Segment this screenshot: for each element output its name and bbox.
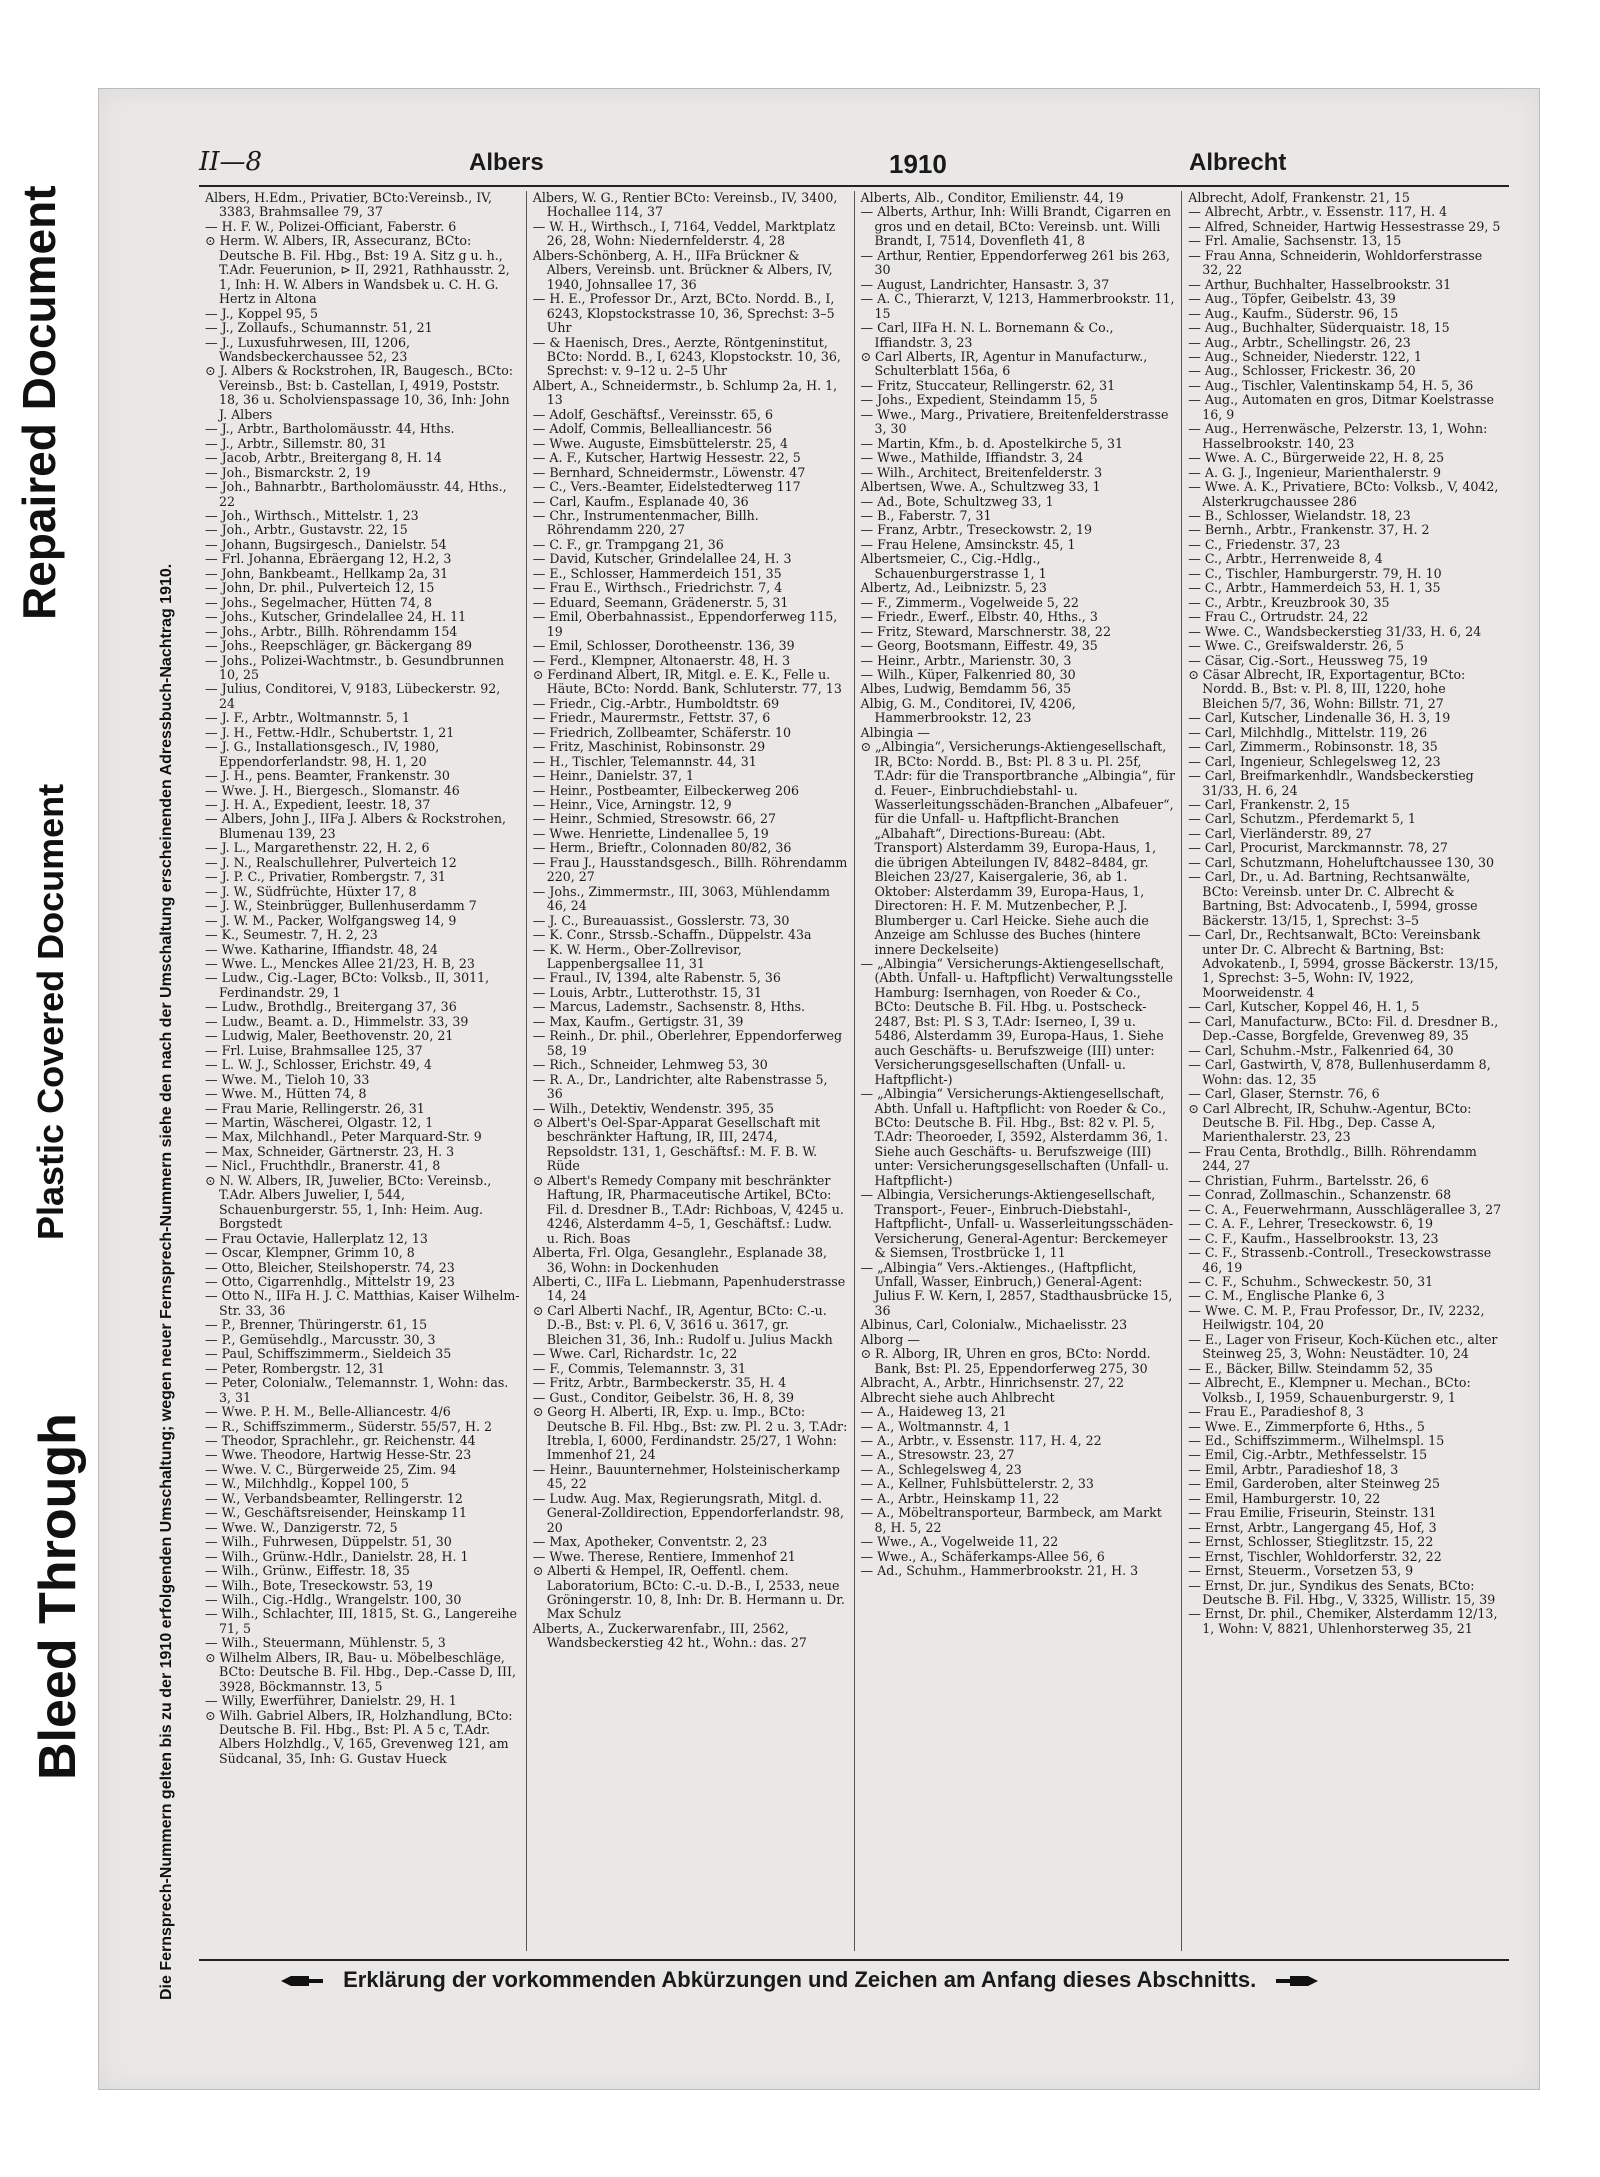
directory-entry: — Fritz, Stuccateur, Rellingerstr. 62, 31: [860, 377, 1116, 393]
directory-entry: — Emil, Arbtr., Paradieshof 18, 3: [1188, 1461, 1399, 1477]
directory-entry: — Reinh., Dr. phil., Oberlehrer, Eppendorferweg 58, 19: [532, 1028, 843, 1058]
directory-entry: — F., Zimmerm., Vogelweide 5, 22: [860, 594, 1079, 610]
directory-entry: — Albingia, Versicherungs-Aktiengesellschaft, Transport-, Feuer-, Einbruch-Diebstahl-, Haftpflicht-, Unfall- u. Wasserleitungsschäden-Versicherung, General-Agentur: Berckemeyer & Siemsen, Trostbrücke 1, 11: [860, 1187, 1174, 1261]
directory-entry: — K. Conr., Strssb.-Schaffn., Düppelstr. 43a: [532, 927, 812, 943]
directory-entry: — K., Seumestr. 7, H. 2, 23: [205, 927, 378, 943]
header-right-word: Albrecht: [1189, 149, 1287, 176]
directory-entry: — Friedr., Ewerf., Elbstr. 40, Hths., 3: [860, 609, 1098, 625]
directory-entry: — Frau Emilie, Friseurin, Steinstr. 131: [1188, 1505, 1437, 1521]
directory-entry: — P., Gemüsehdlg., Marcusstr. 30, 3: [205, 1331, 436, 1347]
directory-entry: — J., Arbtr., Bartholomäusstr. 44, Hths.: [205, 421, 455, 437]
directory-entry: — Max, Apotheker, Conventstr. 2, 23: [532, 1534, 768, 1550]
directory-entry: — J., Luxusfuhrwesen, III, 1206, Wandsbeckerchaussee 52, 23: [205, 334, 410, 364]
directory-entry: Albrecht, Adolf, Frankenstr. 21, 15: [1188, 191, 1410, 205]
directory-entry: — „Albingia“ Versicherungs-Aktiengesellschaft, (Abth. Unfall- u. Haftpflicht) Verwaltungsstelle Hamburg: Isernhagen, von Roeder & Co., BCto: Deutsche B. Fil. Hbg. u. Postscheck-2487, Bst: Pl. S 3, T.Adr: Iserneo, I, 39 u. 5486, Alsterdamm 39, Europa-Haus, 1. Siehe auch Geschäfts- u. Berufszweige (III) unter: Versicherungsgesellschaften (Unfall- u. Haftpflicht-): [860, 956, 1173, 1087]
directory-entry: — A., Schlegelsweg 4, 23: [860, 1461, 1022, 1477]
directory-entry: — C., Arbtr., Kreuzbrook 30, 35: [1188, 594, 1390, 610]
directory-entry: — A., Stresowstr. 23, 27: [860, 1447, 1015, 1463]
directory-entry: — J. W., Steinbrügger, Bullenhuserdamm 7: [205, 898, 477, 914]
directory-entry: — Carl, Dr., u. Ad. Bartning, Rechtsanwälte, BCto: Vereinsb. unter Dr. C. Albrecht & Bartning, Bst: Advocatenb., I, 5994, grosse Bäckerstr. 13/15, 1, Sprechst: 3–5: [1188, 869, 1478, 928]
header-year: 1910: [889, 149, 947, 179]
directory-entry: — J. H., pens. Beamter, Frankenstr. 30: [205, 768, 450, 784]
directory-entry: — Ernst, Dr. jur., Syndikus des Senats, BCto: Deutsche B. Fil. Hbg., V, 3325, Willistr. 15, 39: [1188, 1577, 1496, 1607]
directory-entry: Albertz, Ad., Leibnizstr. 5, 23: [860, 580, 1047, 596]
directory-entry: — K. W. Herm., Ober-Zollrevisor, Lappenbergsallee 11, 31: [532, 941, 742, 972]
directory-entry: — Frau Marie, Rellingerstr. 26, 31: [205, 1100, 425, 1116]
page-header: [199, 147, 1509, 179]
directory-entry: — Aug., Arbtr., Schellingstr. 26, 23: [1188, 334, 1411, 350]
directory-entry: — Ernst, Tischler, Wohldorferstr. 32, 22: [1188, 1548, 1442, 1564]
directory-entry: — Nicl., Fruchthdlr., Branerstr. 41, 8: [205, 1158, 441, 1174]
directory-entry: ⊙ J. Albers & Rockstrohen, IR, Baugesch., BCto: Vereinsb., Bst: b. Castellan, I, 4919, Poststr. 18, 36 u. Scholvienspassage 10, 36, Inh: John J. Albers: [205, 363, 514, 422]
directory-entry: ⊙ N. W. Albers, IR, Juwelier, BCto: Vereinsb., T.Adr. Albers Juwelier, I, 544, Schauenburgerstr. 55, 1, Inh: Heim. Aug. Borgstedt: [205, 1172, 492, 1232]
directory-entry: — Oscar, Klempner, Grimm 10, 8: [205, 1245, 415, 1261]
directory-entry: — Max, Schneider, Gärtnerstr. 23, H. 3: [205, 1143, 455, 1159]
directory-entry: — J. L., Margarethenstr. 22, H. 2, 6: [205, 840, 430, 856]
directory-entry: — H. E., Professor Dr., Arzt, BCto. Nordd. B., I, 6243, Klopstockstrasse 10, 36, Sprechst: 3–5 Uhr: [532, 291, 835, 336]
directory-entry: — J., Arbtr., Sillemstr. 80, 31: [205, 435, 387, 451]
directory-entry: — Wwe., Marg., Privatiere, Breitenfelderstrasse 3, 30: [860, 406, 1169, 437]
directory-entry: — Adolf, Geschäftsf., Vereinsstr. 65, 6: [532, 406, 774, 422]
label-bleed-through: Bleed Through: [29, 1413, 87, 1780]
directory-entry: — H. F. W., Polizei-Officiant, Faberstr. 6: [205, 218, 457, 234]
directory-entry: — R. A., Dr., Landrichter, alte Rabenstrasse 5, 36: [532, 1071, 828, 1102]
directory-entry: — Joh., Bahnarbtr., Bartholomäusstr. 44, Hths., 22: [205, 479, 507, 509]
directory-entry: Albig, G. M., Conditorei, IV, 4206, Hammerbrookstr. 12, 23: [860, 695, 1076, 726]
directory-entry: — Carl, Kutscher, Koppel 46, H. 1, 5: [1188, 999, 1420, 1015]
directory-entry: — Heinr., Arbtr., Marienstr. 30, 3: [860, 652, 1072, 668]
directory-entry: — Carl, Kaufm., Esplanade 40, 36: [532, 493, 749, 509]
directory-entry: Albert, A., Schneidermstr., b. Schlump 2a, H. 1, 13: [532, 377, 838, 408]
directory-entry: — Johs., Reepschläger, gr. Bäckergang 89: [205, 638, 472, 654]
directory-entry: — Wilh., Cig.-Hdlg., Wrangelstr. 100, 30: [205, 1591, 462, 1607]
directory-entry: — Carl, Ingenieur, Schlegelsweg 12, 23: [1188, 753, 1441, 769]
directory-entry: — Wwe. Theodore, Hartwig Hesse-Str. 23: [205, 1447, 472, 1463]
directory-entry: — Marcus, Lademstr., Sachsenstr. 8, Hths.: [532, 999, 806, 1015]
directory-entry: — Gust., Conditor, Geibelstr. 36, H. 8, 39: [532, 1389, 795, 1405]
directory-entry: — John, Dr. phil., Pulverteich 12, 15: [205, 580, 435, 596]
directory-entry: — Carl, Vierländerstr. 89, 27: [1188, 825, 1372, 841]
directory-entry: — Frl. Johanna, Ebräergang 12, H.2, 3: [205, 551, 452, 567]
directory-entry: — A., Kellner, Fuhlsbüttelerstr. 2, 33: [860, 1476, 1094, 1492]
directory-entry: ⊙ „Albingia“, Versicherungs-Aktiengesellschaft, IR, BCto: Nordd. B., Bst: Pl. 8 3 u. Pl. 25f, T.Adr: für die Transportbranche „Albingia“, für d. Feuer-, Einbruchdiebstahl- u. Wasserleitungsschäden-Branchen „Albafeuer“, für die Unfall- u. Haftpflicht-Branchen „Albahaft“, Directions-Bureau: (Abt. Transport) Alsterdamm 39, Europa-Haus, 1, die übrigen Abteilungen IV, 8482–8484, gr. Bleichen 23/27, Kaisergalerie, 36, ab 1. Oktober: Alsterdamm 39, Europa-Haus, 1, Directoren: H. F. M. Mutzenbecher, P. J. Blumberger u. Carl Heicke. Siehe auch die Anzeige am Schlusse des Buches (hintere innere Deckelseite): [860, 739, 1176, 957]
directory-entry: Alberts, Alb., Conditor, Emilienstr. 44, 19: [860, 191, 1124, 205]
directory-entry: — Ludwig, Maler, Beethovenstr. 20, 21: [205, 1028, 454, 1044]
directory-entry: — C. F., Schuhm., Schweckestr. 50, 31: [1188, 1273, 1434, 1289]
directory-entry: — C., Tischler, Hamburgerstr. 79, H. 10: [1188, 565, 1442, 581]
directory-entry: — C. A. F., Lehrer, Treseckowstr. 6, 19: [1188, 1216, 1434, 1232]
directory-entry: — Wwe. Auguste, Eimsbüttelerstr. 25, 4: [532, 435, 788, 451]
directory-entry: — Aug., Buchhalter, Süderquaistr. 18, 15: [1188, 320, 1450, 336]
directory-entry: ⊙ Albert's Remedy Company mit beschränkter Haftung, IR, Pharmaceutische Artikel, BCto: Fil. d. Dresdner B., T.Adr: Richboas, V, 4245 u. 4246, Alsterdamm 4–5, 1, Geschäftsf.: Ludw. u. Rich. Boas: [532, 1172, 844, 1246]
directory-entry: — & Haenisch, Dres., Aerzte, Röntgeninstitut, BCto: Nordd. B., I, 6243, Klopstockstr. 10, 36, Sprechst: v. 9–12 u. 2–5 Uhr: [532, 334, 841, 379]
directory-entry: Albers-Schönberg, A. H., IIFa Brückner & Albers, Vereinsb. unt. Brückner & Albers, IV, 1940, Johnsallee 17, 36: [532, 247, 833, 292]
directory-entry: — Bernh., Arbtr., Frankenstr. 37, H. 2: [1188, 522, 1430, 538]
directory-entry: — Otto N., IIFa H. J. C. Matthias, Kaiser Wilhelm-Str. 33, 36: [205, 1288, 520, 1318]
directory-entry: — L. W. J., Schlosser, Erichstr. 49, 4: [205, 1057, 432, 1073]
directory-entry: — E., Bäcker, Billw. Steindamm 52, 35: [1188, 1360, 1434, 1376]
directory-entry: — Emil, Schlosser, Dorotheenstr. 136, 39: [532, 638, 795, 654]
directory-entry: — Arthur, Rentier, Eppendorferweg 261 bis 263, 30: [860, 247, 1170, 278]
directory-entry: Alberta, Frl. Olga, Gesanglehr., Esplanade 38, 36, Wohn: in Dockenhuden: [532, 1245, 828, 1275]
directory-entry: — Carl, Gastwirth, V, 878, Bullenhuserdamm 8, Wohn: das. 12, 35: [1188, 1057, 1491, 1087]
directory-entry: ⊙ Wilhelm Albers, IR, Bau- u. Möbelbeschläge, BCto: Deutsche B. Fil. Hbg., Dep.-Casse D, III, 3928, Böckmannstr. 13, 5: [205, 1649, 516, 1694]
directory-entry: — Frl. Luise, Brahmsallee 125, 37: [205, 1042, 423, 1058]
directory-entry: — Ed., Schiffszimmerm., Wilhelmspl. 15: [1188, 1432, 1445, 1448]
directory-entry: — Wwe. C., Wandsbeckerstieg 31/33, H. 6, 24: [1188, 623, 1482, 639]
directory-entry: — Friedr., Cig.-Arbtr., Humboldtstr. 69: [532, 695, 780, 711]
directory-entry: — Carl, Glaser, Sternstr. 76, 6: [1188, 1086, 1380, 1102]
directory-entry: — A. C., Thierarzt, V, 1213, Hammerbrookstr. 11, 15: [860, 291, 1175, 321]
footer-note: [279, 1967, 1320, 1993]
directory-entry: — Arthur, Buchhalter, Hasselbrookstr. 31: [1188, 276, 1452, 292]
directory-entry: — Fritz, Arbtr., Barmbeckerstr. 35, H. 4: [532, 1375, 787, 1391]
directory-entry: ⊙ Albert's Oel-Spar-Apparat Gesellschaft mit beschränkter Haftung, IR, III, 2474, Repsoldstr. 131, 1, Geschäftsf.: M. F. B. W. Rüde: [532, 1115, 821, 1174]
directory-entry: — Wwe., A., Vogelweide 11, 22: [860, 1534, 1059, 1550]
directory-entry: — H., Tischler, Telemannstr. 44, 31: [532, 753, 757, 769]
directory-entry: — Frau Octavie, Hallerplatz 12, 13: [205, 1230, 428, 1246]
directory-entry: — Frau C., Ortrudstr. 24, 22: [1188, 609, 1369, 625]
directory-entry: — Frau J., Hausstandsgesch., Billh. Röhrendamm 220, 27: [532, 854, 848, 885]
directory-entry: — Albers, John J., IIFa J. Albers & Rockstrohen, Blumenau 139, 23: [205, 811, 506, 841]
directory-entry: — C. A., Feuerwehrmann, Ausschlägerallee 3, 27: [1188, 1201, 1502, 1217]
directory-entry: — Wilh., Detektiv, Wendenstr. 395, 35: [532, 1100, 774, 1116]
directory-entry: — J., Koppel 95, 5: [205, 305, 318, 321]
directory-entry: — C., Friedenstr. 37, 23: [1188, 536, 1341, 552]
directory-entry: — Johs., Polizei-Wachtmstr., b. Gesundbrunnen 10, 25: [205, 652, 505, 682]
directory-entry: — Peter, Rombergstr. 12, 31: [205, 1360, 385, 1376]
directory-entry: — Heinr., Bauunternehmer, Holsteinischerkamp 45, 22: [532, 1461, 840, 1492]
directory-entry: Albracht, A., Arbtr., Hinrichsenstr. 27, 22: [860, 1375, 1125, 1391]
directory-entry: — Aug., Tischler, Valentinskamp 54, H. 5, 36: [1188, 377, 1474, 393]
directory-entry: Albertsmeier, C., Cig.-Hdlg., Schauenburgerstrasse 1, 1: [860, 551, 1047, 581]
directory-entry: ⊙ Wilh. Gabriel Albers, IR, Holzhandlung, BCto: Deutsche B. Fil. Hbg., Bst: Pl. A 5 c, T.Adr. Albers Holzhdlg., V, 165, Grevenweg 121, am Südcanal, 35, Inh: G. Gustav Hueck: [205, 1707, 513, 1766]
directory-entry: — Friedr., Maurermstr., Fettstr. 37, 6: [532, 710, 771, 726]
directory-entry: — E., Lager von Friseur, Koch-Küchen etc., alter Steinweg 25, 3, Wohn: Neustädter. 10, 24: [1188, 1331, 1498, 1362]
directory-entry: — A., Woltmannstr. 4, 1: [860, 1418, 1011, 1434]
page-number: II—8: [199, 147, 263, 177]
directory-entry: — A., Arbtr., Heinskamp 11, 22: [860, 1490, 1060, 1506]
directory-entry: — Aug., Schlosser, Frickestr. 36, 20: [1188, 363, 1416, 379]
directory-entry: — Peter, Colonialw., Telemannstr. 1, Wohn: das. 3, 31: [205, 1375, 509, 1405]
directory-entry: — J. P. C., Privatier, Rombergstr. 7, 31: [205, 869, 446, 885]
directory-entry: Alberts, A., Zuckerwarenfabr., III, 2562, Wandsbeckerstieg 42 ht., Wohn.: das. 27: [532, 1620, 807, 1651]
directory-entry: — Carl, Breifmarkenhdlr., Wandsbeckerstieg 31/33, H. 6, 24: [1188, 768, 1474, 798]
directory-entry: — J. C., Bureauassist., Gosslerstr. 73, 30: [532, 912, 790, 928]
directory-entry: Albrecht siehe auch Ahlbrecht: [860, 1389, 1055, 1405]
directory-entry: — Wwe. Carl, Richardstr. 1c, 22: [532, 1346, 738, 1362]
directory-entry: — Albrecht, Arbtr., v. Essenstr. 117, H. 4: [1188, 204, 1448, 220]
directory-entry: — W. H., Wirthsch., I, 7164, Veddel, Marktplatz 26, 28, Wohn: Niedernfelderstr. 4, 28: [532, 218, 836, 249]
directory-entry: — Louis, Arbtr., Lutterothstr. 15, 31: [532, 984, 762, 1000]
directory-entry: — C. F., gr. Trampgang 21, 36: [532, 536, 724, 552]
directory-entry: — Carl, Schutzm., Pferdemarkt 5, 1: [1188, 811, 1416, 827]
directory-entry: — Bernhard, Schneidermstr., Löwenstr. 47: [532, 464, 806, 480]
directory-entry: — Wwe. Katharine, Iffiandstr. 48, 24: [205, 941, 438, 957]
directory-entry: Alborg —: [860, 1331, 920, 1347]
column-4: [1181, 191, 1509, 1951]
directory-entry: — Wwe. W., Danzigerstr. 72, 5: [205, 1519, 398, 1535]
directory-entry: — Ferd., Klempner, Altonaerstr. 48, H. 3: [532, 652, 791, 668]
directory-columns: [199, 191, 1509, 1951]
directory-entry: — Alberts, Arthur, Inh: Willi Brandt, Cigarren en gros und en detail, BCto: Vereinsb. unt. Willi Brandt, I, 7514, Dovenfleth 41, 8: [860, 204, 1172, 249]
directory-entry: — Max, Milchhandl., Peter Marquard-Str. 9: [205, 1129, 482, 1145]
directory-entry: — J., Zollaufs., Schumannstr. 51, 21: [205, 320, 433, 336]
directory-entry: — A., Arbtr., v. Essenstr. 117, H. 4, 22: [860, 1432, 1102, 1448]
directory-entry: — Frau E., Wirthsch., Friedrichstr. 7, 4: [532, 580, 783, 596]
directory-entry: — Carl, Kutscher, Lindenalle 36, H. 3, 19: [1188, 710, 1451, 726]
column-2: [526, 191, 854, 1951]
directory-entry: ⊙ R. Alborg, IR, Uhren en gros, BCto: Nordd. Bank, Bst: Pl. 25, Eppendorferweg 275, 30: [860, 1346, 1151, 1376]
directory-entry: — Carl, Zimmerm., Robinsonstr. 18, 35: [1188, 739, 1438, 755]
label-repaired-document: Repaired Document: [13, 185, 65, 620]
directory-entry: — Carl, Schutzmann, Hoheluftchaussee 130, 30: [1188, 854, 1494, 870]
directory-entry: — Friedrich, Zollbeamter, Schäferstr. 10: [532, 724, 792, 740]
directory-entry: — Frau Helene, Amsinckstr. 45, 1: [860, 536, 1076, 552]
header-rule: [199, 185, 1509, 187]
footer-text: Erklärung der vorkommenden Abkürzungen und Zeichen am Anfang dieses Abschnitts.: [343, 1967, 1257, 1992]
directory-entry: — C. F., Strassenb.-Controll., Treseckowstrasse 46, 19: [1188, 1245, 1492, 1275]
directory-entry: Albinus, Carl, Colonialw., Michaelisstr. 23: [860, 1317, 1128, 1333]
directory-entry: — Ernst, Schlosser, Stieglitzstr. 15, 22: [1188, 1534, 1434, 1550]
directory-entry: — Ludw., Brothdlg., Breitergang 37, 36: [205, 999, 457, 1015]
directory-entry: — Heinr., Vice, Arningstr. 12, 9: [532, 797, 732, 813]
directory-entry: — Johs., Zimmermstr., III, 3063, Mühlendamm 46, 24: [532, 883, 830, 914]
directory-page: [98, 88, 1540, 2090]
directory-entry: — „Albingia“ Versicherungs-Aktiengesellschaft, Abth. Unfall u. Haftpflicht: von Roeder & Co., BCto: Deutsche B. Fil. Hbg., Bst: 82 v. Pl. 5, T.Adr: Theoroeder, I, 3592, Alsterdamm 36, 1. Siehe auch Geschäfts- u. Berufszweige (III) unter: Versicherungsgesellschaften (Unfall- u. Haftpflicht-): [860, 1086, 1169, 1188]
directory-entry: — Frau Anna, Schneiderin, Wohldorferstrasse 32, 22: [1188, 247, 1483, 278]
directory-entry: — J. W., Südfrüchte, Hüxter 17, 8: [205, 883, 417, 899]
directory-entry: — Fritz, Steward, Marschnerstr. 38, 22: [860, 623, 1111, 639]
directory-entry: — Ernst, Dr. phil., Chemiker, Alsterdamm 12/13, 1, Wohn: V, 8821, Uhlenhorsterweg 35, 21: [1188, 1606, 1498, 1636]
directory-entry: — B., Faberstr. 7, 31: [860, 507, 992, 523]
directory-entry: ⊙ Carl Alberti Nachf., IR, Agentur, BCto: C.-u. D.-B., Bst: v. Pl. 6, V, 3616 u. 3617, gr. Bleichen 31, 36, Inh.: Rudolf u. Julius Mackh: [532, 1302, 833, 1347]
directory-entry: — Wwe. C. M. P., Frau Professor, Dr., IV, 2232, Heilwigstr. 104, 20: [1188, 1302, 1485, 1333]
directory-entry: Albingia —: [860, 724, 931, 740]
directory-entry: ⊙ Carl Albrecht, IR, Schuhw.-Agentur, BCto: Deutsche B. Fil. Hbg., Dep. Casse A, Marienthalerstr. 23, 23: [1188, 1100, 1472, 1145]
directory-entry: — Wwe. E., Zimmerpforte 6, Hths., 5: [1188, 1418, 1425, 1434]
directory-entry: — J. F., Arbtr., Woltmannstr. 5, 1: [205, 710, 410, 726]
directory-entry: — Conrad, Zollmaschin., Schanzenstr. 68: [1188, 1187, 1452, 1203]
directory-entry: — Fritz, Maschinist, Robinsonstr. 29: [532, 739, 766, 755]
directory-entry: — Max, Kaufm., Gertigstr. 31, 39: [532, 1013, 744, 1029]
directory-entry: — J. H., Fettw.-Hdlr., Schubertstr. 1, 21: [205, 724, 455, 740]
directory-entry: — John, Bankbeamt., Hellkamp 2a, 31: [205, 565, 449, 581]
directory-entry: — Wwe., Mathilde, Iffiandstr. 3, 24: [860, 450, 1084, 466]
pointing-hand-icon: [279, 1973, 325, 1989]
pointing-hand-icon: [1274, 1973, 1320, 1989]
directory-entry: — Emil, Oberbahnassist., Eppendorferweg 115, 19: [532, 609, 838, 639]
directory-entry: — Wwe. Therese, Rentiere, Immenhof 21: [532, 1548, 796, 1564]
directory-entry: — Wilh., Küper, Falkenried 80, 30: [860, 666, 1076, 682]
column-1: [199, 191, 526, 1951]
directory-entry: — R., Schiffszimmerm., Süderstr. 55/57, H. 2: [205, 1418, 493, 1434]
directory-entry: — Christian, Fuhrm., Bartelsstr. 26, 6: [1188, 1172, 1429, 1188]
directory-entry: — Wwe. V. C., Bürgerweide 25, Zim. 94: [205, 1461, 457, 1477]
directory-entry: — Wwe. A. K., Privatiere, BCto: Volksb., V, 4042, Alsterkrugchaussee 286: [1188, 479, 1499, 509]
directory-entry: — Eduard, Seemann, Grädenerstr. 5, 31: [532, 594, 789, 610]
directory-entry: — Wwe. C., Greifswalderstr. 26, 5: [1188, 638, 1404, 654]
directory-entry: — J. N., Realschullehrer, Pulverteich 12: [205, 854, 457, 870]
directory-entry: — Joh., Bismarckstr. 2, 19: [205, 464, 371, 480]
directory-entry: — Wilh., Schlachter, III, 1815, St. G., Langereihe 71, 5: [205, 1606, 518, 1636]
directory-entry: — Albrecht, E., Klempner u. Mechan., BCto: Volksb., I, 1959, Schauenburgerstr. 9, 1: [1188, 1375, 1471, 1405]
directory-entry: — Aug., Herrenwäsche, Pelzerstr. 13, 1, Wohn: Hasselbrookstr. 140, 23: [1188, 421, 1488, 451]
directory-entry: — C., Vers.-Beamter, Eidelstedterweg 117: [532, 479, 801, 495]
directory-entry: — B., Schlosser, Wielandstr. 18, 23: [1188, 507, 1411, 523]
directory-entry: — Herm., Brieftr., Colonnaden 80/82, 36: [532, 840, 792, 856]
directory-entry: Albers, W. G., Rentier BCto: Vereinsb., IV, 3400, Hochallee 114, 37: [532, 191, 838, 220]
directory-entry: — Wwe. P. H. M., Belle-Alliancestr. 4/6: [205, 1404, 451, 1420]
directory-entry: — Ludw., Beamt. a. D., Himmelstr. 33, 39: [205, 1013, 469, 1029]
directory-entry: — Wwe. M., Tieloh 10, 33: [205, 1071, 370, 1087]
directory-entry: — Carl, Schuhm.-Mstr., Falkenried 64, 30: [1188, 1042, 1454, 1058]
directory-entry: — Rich., Schneider, Lehmweg 53, 30: [532, 1057, 768, 1073]
directory-entry: — Chr., Instrumentenmacher, Billh. Röhrendamm 220, 27: [532, 507, 759, 538]
directory-entry: — David, Kutscher, Grindelallee 24, H. 3: [532, 551, 792, 567]
directory-entry: — W., Verbandsbeamter, Rellingerstr. 12: [205, 1490, 463, 1506]
directory-entry: — Wwe. L., Menckes Allee 21/23, H. B, 23: [205, 956, 475, 972]
directory-entry: — W., Milchhdlg., Koppel 100, 5: [205, 1476, 410, 1492]
directory-entry: — Jacob, Arbtr., Breitergang 8, H. 14: [205, 450, 442, 466]
directory-entry: — Cäsar, Cig.-Sort., Heussweg 75, 19: [1188, 652, 1428, 668]
directory-entry: — Carl, Manufacturw., BCto: Fil. d. Dresdner B., Dep.-Casse, Borgfelde, Grevenweg 89, 35: [1188, 1013, 1499, 1044]
directory-entry: — Martin, Kfm., b. d. Apostelkirche 5, 31: [860, 435, 1123, 451]
directory-entry: — Aug., Töpfer, Geibelstr. 43, 39: [1188, 291, 1396, 307]
directory-entry: ⊙ Carl Alberts, IR, Agentur in Manufacturw., Schulterblatt 156a, 6: [860, 348, 1148, 379]
directory-entry: — F., Commis, Telemannstr. 3, 31: [532, 1360, 746, 1376]
directory-entry: — Wwe. A. C., Bürgerweide 22, H. 8, 25: [1188, 450, 1445, 466]
directory-entry: — C. M., Englische Planke 6, 3: [1188, 1288, 1385, 1304]
column-3: [854, 191, 1182, 1951]
directory-entry: — Aug., Kaufm., Süderstr. 96, 15: [1188, 305, 1399, 321]
directory-entry: — Wilh., Grünw.-Hdlr., Danielstr. 28, H. 1: [205, 1548, 469, 1564]
directory-entry: — Johann, Bugsirgesch., Danielstr. 54: [205, 536, 447, 552]
directory-entry: — Ad., Bote, Schultzweg 33, 1: [860, 493, 1054, 509]
directory-entry: — Carl, Procurist, Marckmannstr. 78, 27: [1188, 840, 1448, 856]
directory-entry: — Johs., Arbtr., Billh. Röhrendamm 154: [205, 623, 458, 639]
directory-entry: — Adolf, Commis, Bellealliancestr. 56: [532, 421, 773, 437]
directory-entry: — Wwe. J. H., Biergesch., Slomanstr. 46: [205, 782, 460, 798]
directory-entry: — Ernst, Arbtr., Langergang 45, Hof, 3: [1188, 1519, 1437, 1535]
directory-entry: — Julius, Conditorei, V, 9183, Lübeckerstr. 92, 24: [205, 681, 501, 711]
directory-entry: — Heinr., Schmied, Stresowstr. 66, 27: [532, 811, 777, 827]
directory-entry: — A., Haideweg 13, 21: [860, 1404, 1007, 1420]
directory-entry: ⊙ Herm. W. Albers, IR, Assecuranz, BCto: Deutsche B. Fil. Hbg., Bst: 19 A. Sitz g u. h., T.Adr. Feuerunion, ⊳ II, 2921, Rathhausstr. 2, 1, Inh: H. W. Albers in Wandsbek u. C. H. G. Hertz in Altona: [205, 233, 510, 307]
directory-entry: — Aug., Schneider, Niederstr. 122, 1: [1188, 348, 1422, 364]
directory-entry: — C., Arbtr., Herrenweide 8, 4: [1188, 551, 1383, 567]
directory-entry: — Alfred, Schneider, Hartwig Hessestrasse 29, 5: [1188, 218, 1501, 234]
directory-entry: — Otto, Cigarrenhdlg., Mittelstr 19, 23: [205, 1273, 455, 1289]
directory-entry: — „Albingia“ Vers.-Aktienges., (Haftpflicht, Unfall, Wasser, Einbruch,) General-Agent: Julius F. W. Kern, I, 2857, Stadthausbrücke 15, 36: [860, 1259, 1173, 1318]
directory-entry: — Wwe. M., Hütten 74, 8: [205, 1086, 367, 1102]
directory-entry: — Frl. Amalie, Sachsenstr. 13, 15: [1188, 233, 1402, 249]
directory-entry: — Willy, Ewerführer, Danielstr. 29, H. 1: [205, 1693, 457, 1709]
directory-entry: Albes, Ludwig, Bemdamm 56, 35: [860, 681, 1072, 697]
directory-entry: — Wwe., A., Schäferkamps-Allee 56, 6: [860, 1548, 1105, 1564]
directory-entry: — W., Geschäftsreisender, Heinskamp 11: [205, 1505, 468, 1521]
directory-entry: — Paul, Schiffszimmerm., Sieldeich 35: [205, 1346, 452, 1362]
directory-entry: — Frau E., Paradieshof 8, 3: [1188, 1404, 1364, 1420]
directory-entry: — Georg, Bootsmann, Eiffestr. 49, 35: [860, 638, 1098, 654]
directory-entry: — Ernst, Steuerm., Vorsetzen 53, 9: [1188, 1563, 1414, 1579]
directory-entry: — August, Landrichter, Hansastr. 3, 37: [860, 276, 1110, 292]
directory-entry: — P., Brenner, Thüringerstr. 61, 15: [205, 1317, 428, 1333]
directory-entry: — Theodor, Sprachlehr., gr. Reichenstr. 44: [205, 1432, 476, 1448]
directory-entry: — Carl, IIFa H. N. L. Bornemann & Co., Iffiandstr. 3, 23: [860, 320, 1114, 350]
footer-rule: [199, 1959, 1509, 1961]
directory-entry: ⊙ Alberti & Hempel, IR, Oeffentl. chem. Laboratorium, BCto: C.-u. D.-B., I, 2533, neue Gröningerstr. 10, 8, Inh: Dr. B. Hermann u. Dr. Max Schulz: [532, 1563, 845, 1622]
directory-entry: — Emil, Garderoben, alter Steinweg 25: [1188, 1476, 1441, 1492]
directory-entry: — Wilh., Fuhrwesen, Düppelstr. 51, 30: [205, 1534, 452, 1550]
directory-entry: ⊙ Georg H. Alberti, IR, Exp. u. Imp., BCto: Deutsche B. Fil. Hbg., Bst: zw. Pl. 2 u. 3, T.Adr: Itrebla, I, 6000, Ferdinandstr. 25/27, 1 Wohn: Immenhof 21, 24: [532, 1404, 848, 1463]
side-labels: [0, 0, 87, 2177]
directory-entry: — J. W. M., Packer, Wolfgangsweg 14, 9: [205, 912, 457, 928]
directory-entry: — Emil, Hamburgerstr. 10, 22: [1188, 1490, 1381, 1506]
directory-entry: — Carl, Frankenstr. 2, 15: [1188, 797, 1350, 813]
directory-entry: — A. F., Kutscher, Hartwig Hessestr. 22, 5: [532, 450, 801, 466]
directory-entry: ⊙ Cäsar Albrecht, IR, Exportagentur, BCto: Nordd. B., Bst: v. Pl. 8, III, 1220, hohe Bleichen 5/7, 36, Wohn: Billstr. 71, 27: [1188, 666, 1466, 711]
directory-entry: — Emil, Cig.-Arbtr., Methfesselstr. 15: [1188, 1447, 1428, 1463]
directory-entry: — Wilh., Architect, Breitenfelderstr. 3: [860, 464, 1103, 480]
directory-entry: — Ludw., Cig.-Lager, BCto: Volksb., II, 3011, Ferdinandstr. 29, 1: [205, 970, 490, 1000]
directory-entry: — A., Möbeltransporteur, Barmbeck, am Markt 8, H. 5, 22: [860, 1505, 1162, 1535]
directory-entry: ⊙ Ferdinand Albert, IR, Mitgl. e. E. K., Felle u. Häute, BCto: Nordd. Bank, Schluterstr. 77, 13: [532, 666, 842, 697]
directory-entry: Albertsen, Wwe. A., Schultzweg 33, 1: [860, 479, 1101, 495]
directory-entry: — Ad., Schuhm., Hammerbrookstr. 21, H. 3: [860, 1563, 1139, 1579]
header-left-word: Albers: [469, 149, 544, 176]
directory-entry: — Johs., Segelmacher, Hütten 74, 8: [205, 594, 432, 610]
vertical-telephone-note: Die Fernsprech-Nummern gelten bis zu der 1910 erfolgenden Umschaltung; wegen neuer Fernsprech-Nummern siehe den nach der Umschaltung erscheinenden Adressbuch-Nachtrag 1910.: [158, 563, 175, 2000]
directory-entry: — J. H. A., Expedient, Ieestr. 18, 37: [205, 797, 431, 813]
directory-entry: — J. G., Installationsgesch., IV, 1980, Eppendorferlandstr. 98, H. 1, 20: [205, 739, 440, 769]
directory-entry: — Fraul., IV, 1394, alte Rabenstr. 5, 36: [532, 970, 781, 986]
directory-entry: Albers, H.Edm., Privatier, BCto:Vereinsb., IV, 3383, Brahmsallee 79, 37: [205, 191, 493, 220]
directory-entry: — Joh., Wirthsch., Mittelstr. 1, 23: [205, 507, 419, 523]
directory-entry: — Johs., Expedient, Steindamm 15, 5: [860, 392, 1098, 408]
directory-entry: — Franz, Arbtr., Treseckowstr. 2, 19: [860, 522, 1093, 538]
directory-entry: — Ludw. Aug. Max, Regierungsrath, Mitgl. d. General-Zolldirection, Eppendorferlandstr. 98, 20: [532, 1490, 845, 1535]
directory-entry: — Wilh., Steuermann, Mühlenstr. 5, 3: [205, 1635, 446, 1651]
label-plastic-covered-document: Plastic Covered Document: [30, 783, 71, 1240]
directory-entry: — C. F., Kaufm., Hasselbrookstr. 13, 23: [1188, 1230, 1439, 1246]
directory-entry: — Carl, Dr., Rechtsanwalt, BCto: Vereinsbank unter Dr. C. Albrecht & Bartning, Bst: Advokatenb., I, 5994, grosse Bäckerstr. 13/15, 1, Sprechst: 3–5, Wohn: IV, 1922, Moorweidenstr. 4: [1188, 927, 1499, 1000]
directory-entry: — Otto, Bleicher, Steilshoperstr. 74, 23: [205, 1259, 455, 1275]
directory-entry: — Carl, Milchhdlg., Mittelstr. 119, 26: [1188, 724, 1428, 740]
directory-entry: — Wilh., Grünw., Eiffestr. 18, 35: [205, 1563, 410, 1579]
directory-entry: — Aug., Automaten en gros, Ditmar Koelstrasse 16, 9: [1188, 392, 1494, 422]
directory-entry: — C., Arbtr., Hammerdeich 53, H. 1, 35: [1188, 580, 1441, 596]
directory-entry: — Frau Centa, Brothdlg., Billh. Röhrendamm 244, 27: [1188, 1143, 1477, 1174]
directory-entry: — Heinr., Danielstr. 37, 1: [532, 768, 695, 784]
directory-entry: — Joh., Arbtr., Gustavstr. 22, 15: [205, 522, 408, 538]
directory-entry: — Martin, Wäscherei, Olgastr. 12, 1: [205, 1115, 434, 1130]
directory-entry: — E., Schlosser, Hammerdeich 151, 35: [532, 565, 782, 581]
directory-entry: Alberti, C., IIFa L. Liebmann, Papenhuderstrasse 14, 24: [532, 1273, 846, 1304]
directory-entry: — Johs., Kutscher, Grindelallee 24, H. 11: [205, 609, 467, 625]
directory-entry: — Heinr., Postbeamter, Eilbeckerweg 206: [532, 782, 800, 798]
directory-entry: — A. G. J., Ingenieur, Marienthalerstr. 9: [1188, 464, 1441, 480]
directory-entry: — Wilh., Bote, Treseckowstr. 53, 19: [205, 1577, 433, 1593]
directory-entry: — Wwe. Henriette, Lindenallee 5, 19: [532, 825, 769, 841]
